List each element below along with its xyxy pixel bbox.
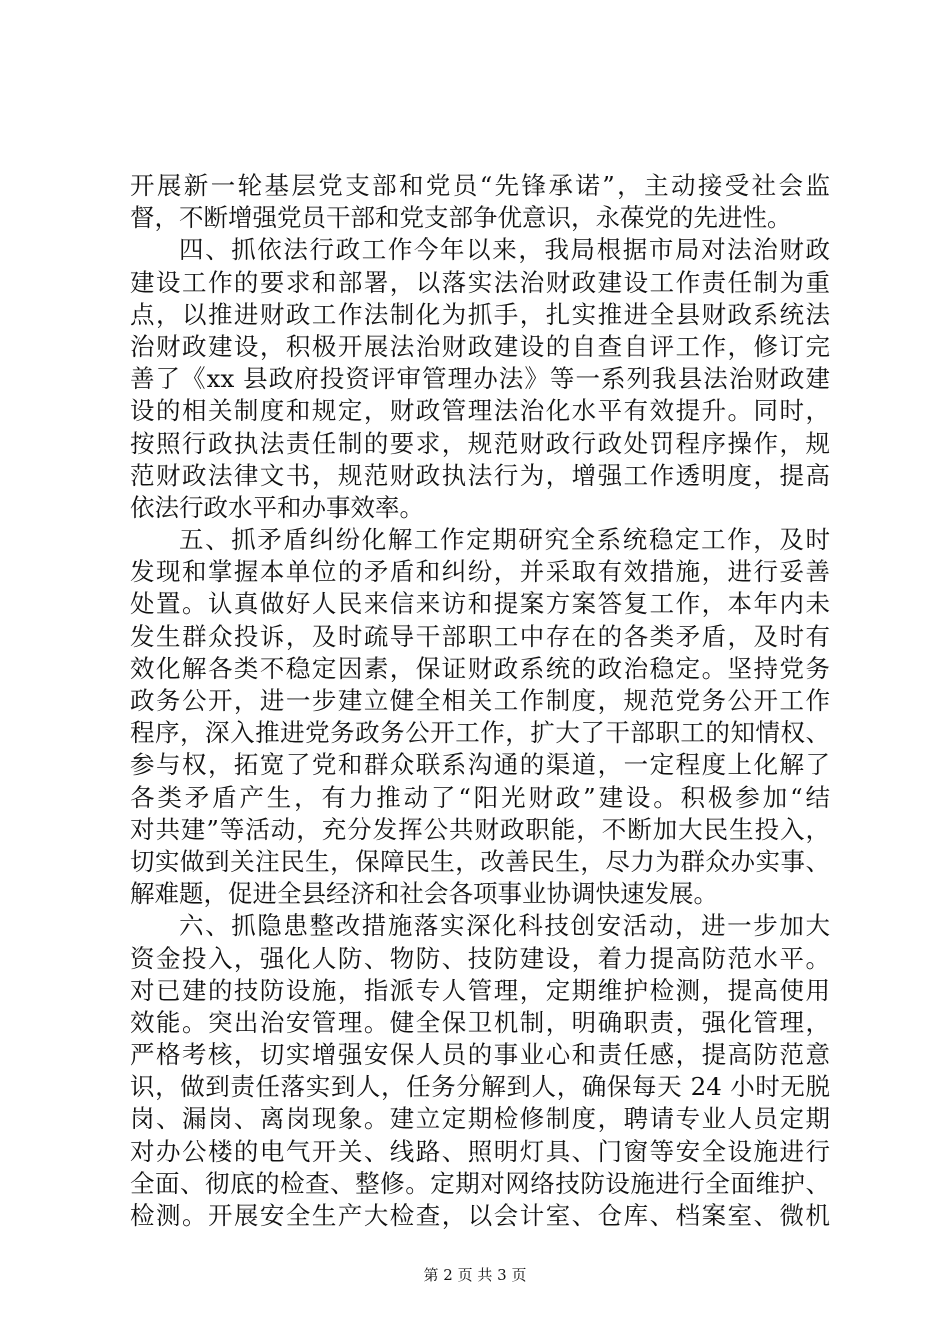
- text-line: 程序，深入推进党务政务公开工作，扩大了干部职工的知情权、: [130, 718, 830, 748]
- paragraph: [130, 170, 830, 234]
- text-line: 解难题，促进全县经济和社会各项事业协调快速发展。: [130, 879, 718, 909]
- text-line: 发生群众投诉，及时疏导干部职工中存在的各类矛盾，及时有: [130, 621, 830, 651]
- text-line: 岗、漏岗、离岗现象。建立定期检修制度，聘请专业人员定期: [130, 1104, 830, 1134]
- text-line: 点，以推进财政工作法制化为抓手，扎实推进全县财政系统法: [130, 299, 830, 329]
- paragraph: [130, 524, 830, 910]
- paragraph: [130, 910, 830, 1232]
- text-line: 五、抓矛盾纠纷化解工作定期研究全系统稳定工作，及时: [179, 525, 830, 555]
- text-line: 善了《xx 县政府投资评审管理办法》等一系列我县法治财政建: [130, 364, 830, 394]
- text-line: 按照行政执法责任制的要求，规范财政行政处罚程序操作，规: [130, 428, 830, 458]
- text-line: 各类矛盾产生，有力推动了“阳光财政”建设。积极参加“结: [130, 782, 830, 812]
- text-line: 发现和掌握本单位的矛盾和纠纷，并采取有效措施，进行妥善: [130, 557, 830, 587]
- text-line: 全面、彻底的检查、整修。定期对网络技防设施进行全面维护、: [130, 1168, 830, 1198]
- text-line: 设的相关制度和规定，财政管理法治化水平有效提升。同时，: [130, 396, 830, 426]
- text-line: 对已建的技防设施，指派专人管理，定期维护检测，提高使用: [130, 975, 830, 1005]
- paragraph: [130, 234, 830, 524]
- text-line: 四、抓依法行政工作今年以来，我局根据市局对法治财政: [179, 235, 830, 265]
- text-line: 处置。认真做好人民来信来访和提案方案答复工作，本年内未: [130, 589, 830, 619]
- text-line: 督，不断增强党员干部和党支部争优意识，永葆党的先进性。: [130, 203, 792, 233]
- text-line: 范财政法律文书，规范财政执法行为，增强工作透明度，提高: [130, 460, 830, 490]
- text-line: 效能。突出治安管理。健全保卫机制，明确职责，强化管理，: [130, 1007, 830, 1037]
- text-line: 对共建”等活动，充分发挥公共财政职能，不断加大民生投入，: [130, 814, 830, 844]
- text-line: 识，做到责任落实到人，任务分解到人，确保每天 24 小时无脱: [130, 1072, 830, 1102]
- text-line: 建设工作的要求和部署，以落实法治财政建设工作责任制为重: [130, 267, 830, 297]
- text-line: 六、抓隐患整改措施落实深化科技创安活动，进一步加大: [179, 911, 830, 941]
- text-line: 参与权，拓宽了党和群众联系沟通的渠道，一定程度上化解了: [130, 750, 830, 780]
- text-line: 开展新一轮基层党支部和党员“先锋承诺”，主动接受社会监: [130, 171, 830, 200]
- text-line: 政务公开，进一步建立健全相关工作制度，规范党务公开工作: [130, 686, 830, 715]
- text-line: 依法行政水平和办事效率。: [130, 492, 424, 522]
- body-text: [130, 170, 830, 1232]
- page-footer: 第 2 页 共 3 页: [423, 1266, 527, 1284]
- text-line: 效化解各类不稳定因素，保证财政系统的政治稳定。坚持党务: [130, 653, 830, 683]
- text-line: 资金投入，强化人防、物防、技防建设，着力提高防范水平。: [130, 943, 830, 973]
- text-line: 检测。开展安全生产大检查，以会计室、仓库、档案室、微机: [130, 1201, 830, 1230]
- text-line: 对办公楼的电气开关、线路、照明灯具、门窗等安全设施进行: [130, 1136, 830, 1166]
- text-line: 严格考核，切实增强安保人员的事业心和责任感，提高防范意: [130, 1040, 830, 1070]
- text-line: 治财政建设，积极开展法治财政建设的自查自评工作，修订完: [130, 331, 830, 361]
- text-line: 切实做到关注民生，保障民生，改善民生，尽力为群众办实事、: [130, 846, 830, 876]
